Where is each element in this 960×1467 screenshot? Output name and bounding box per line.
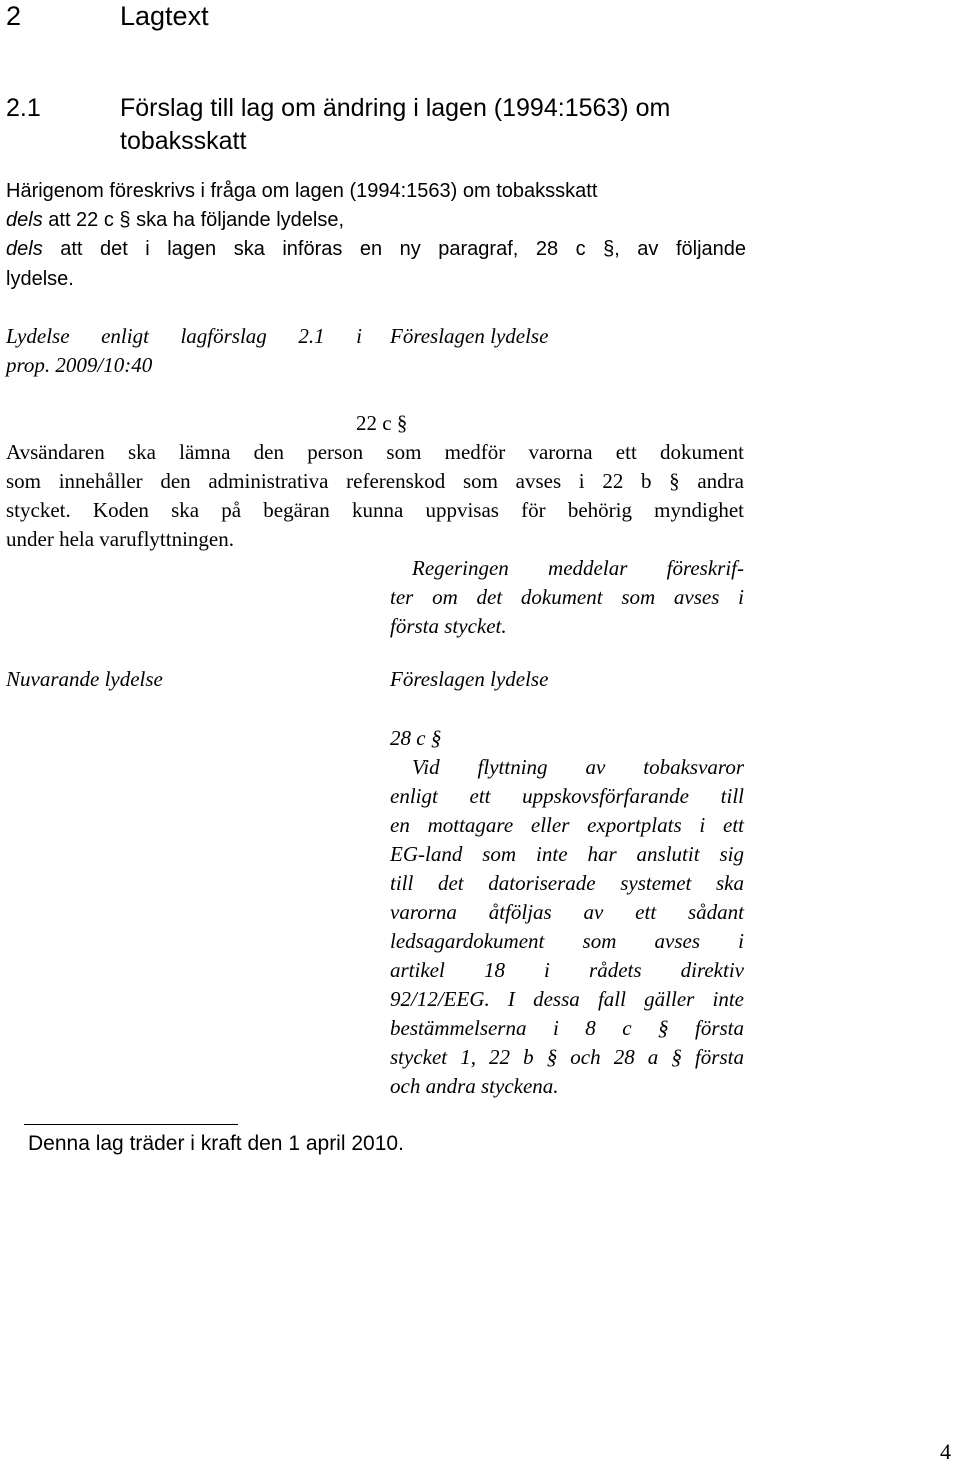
paragraph-22c-heading: 22 c § bbox=[356, 411, 408, 435]
paragraph-28c-line: ledsagardokument som avses i bbox=[390, 929, 744, 953]
paragraph-22c-new-line: ter om det dokument som avses i bbox=[390, 585, 744, 609]
page-number: 4 bbox=[940, 1439, 951, 1464]
section-number: 2.1 bbox=[6, 94, 41, 122]
table1-left-header-line1: Lydelse enligt lagförslag 2.1 i bbox=[6, 324, 362, 348]
paragraph-28c-line: bestämmelserna i 8 c § första bbox=[390, 1016, 744, 1040]
table1-right-header: Föreslagen lydelse bbox=[390, 324, 549, 348]
footnote-text: Denna lag träder i kraft den 1 april 2010. bbox=[28, 1132, 404, 1155]
paragraph-22c-new-line: första stycket. bbox=[390, 614, 507, 638]
paragraph-28c-line: stycket 1, 22 b § och 28 a § första bbox=[390, 1045, 744, 1069]
paragraph-28c-line: 92/12/EEG. I dessa fall gäller inte bbox=[390, 987, 744, 1011]
table2-left-header: Nuvarande lydelse bbox=[6, 667, 163, 691]
paragraph-22c-new-line: Regeringen meddelar föreskrif- bbox=[412, 556, 744, 580]
paragraph-22c-line: som innehåller den administrativa referenskod som avses i 22 b § andra bbox=[6, 469, 744, 493]
paragraph-28c-line: Vid flyttning av tobaksvaror bbox=[412, 755, 744, 779]
footnote-rule bbox=[24, 1124, 238, 1125]
paragraph-28c-line: en mottagare eller exportplats i ett bbox=[390, 813, 744, 837]
table1-left-header-line2: prop. 2009/10:40 bbox=[6, 353, 153, 377]
intro-line3 bbox=[6, 236, 746, 262]
paragraph-28c-line: till det datoriserade systemet ska bbox=[390, 871, 744, 895]
paragraph-28c-line: enligt ett uppskovsförfarande till bbox=[390, 784, 744, 808]
table2-right-header: Föreslagen lydelse bbox=[390, 667, 549, 691]
intro-line2-dels: dels bbox=[6, 209, 43, 231]
paragraph-22c-line: Avsändaren ska lämna den person som medför varorna ett dokument bbox=[6, 440, 744, 464]
section-title-line1: Förslag till lag om ändring i lagen (1994:1563) om bbox=[120, 94, 671, 122]
paragraph-28c-line: EG-land som inte har anslutit sig bbox=[390, 842, 744, 866]
paragraph-22c-line: stycket. Koden ska på begäran kunna uppvisas för behörig myndighet bbox=[6, 498, 744, 522]
intro-line4: lydelse. bbox=[6, 268, 74, 290]
chapter-number: 2 bbox=[6, 1, 22, 31]
paragraph-28c-line: och andra styckena. bbox=[390, 1074, 559, 1098]
paragraph-28c-line: artikel 18 i rådets direktiv bbox=[390, 958, 744, 982]
chapter-title: Lagtext bbox=[120, 1, 209, 31]
intro-line3-text: att det i lagen ska införas en ny paragraf, 28 c §, av följande bbox=[42, 238, 746, 260]
intro-line3-dels: dels bbox=[6, 238, 43, 260]
intro-line2-text: att 22 c § ska ha följande lydelse, bbox=[42, 209, 345, 231]
intro-line2 bbox=[6, 207, 344, 233]
chapter-heading bbox=[6, 0, 209, 32]
paragraph-28c-line: varorna åtföljas av ett sådant bbox=[390, 900, 744, 924]
paragraph-22c-line: under hela varuflyttningen. bbox=[6, 527, 235, 551]
section-title-line2: tobaksskatt bbox=[120, 127, 247, 155]
paragraph-28c-heading: 28 c § bbox=[390, 726, 442, 750]
intro-line1: Härigenom föreskrivs i fråga om lagen (1994:1563) om tobaksskatt bbox=[6, 180, 598, 202]
